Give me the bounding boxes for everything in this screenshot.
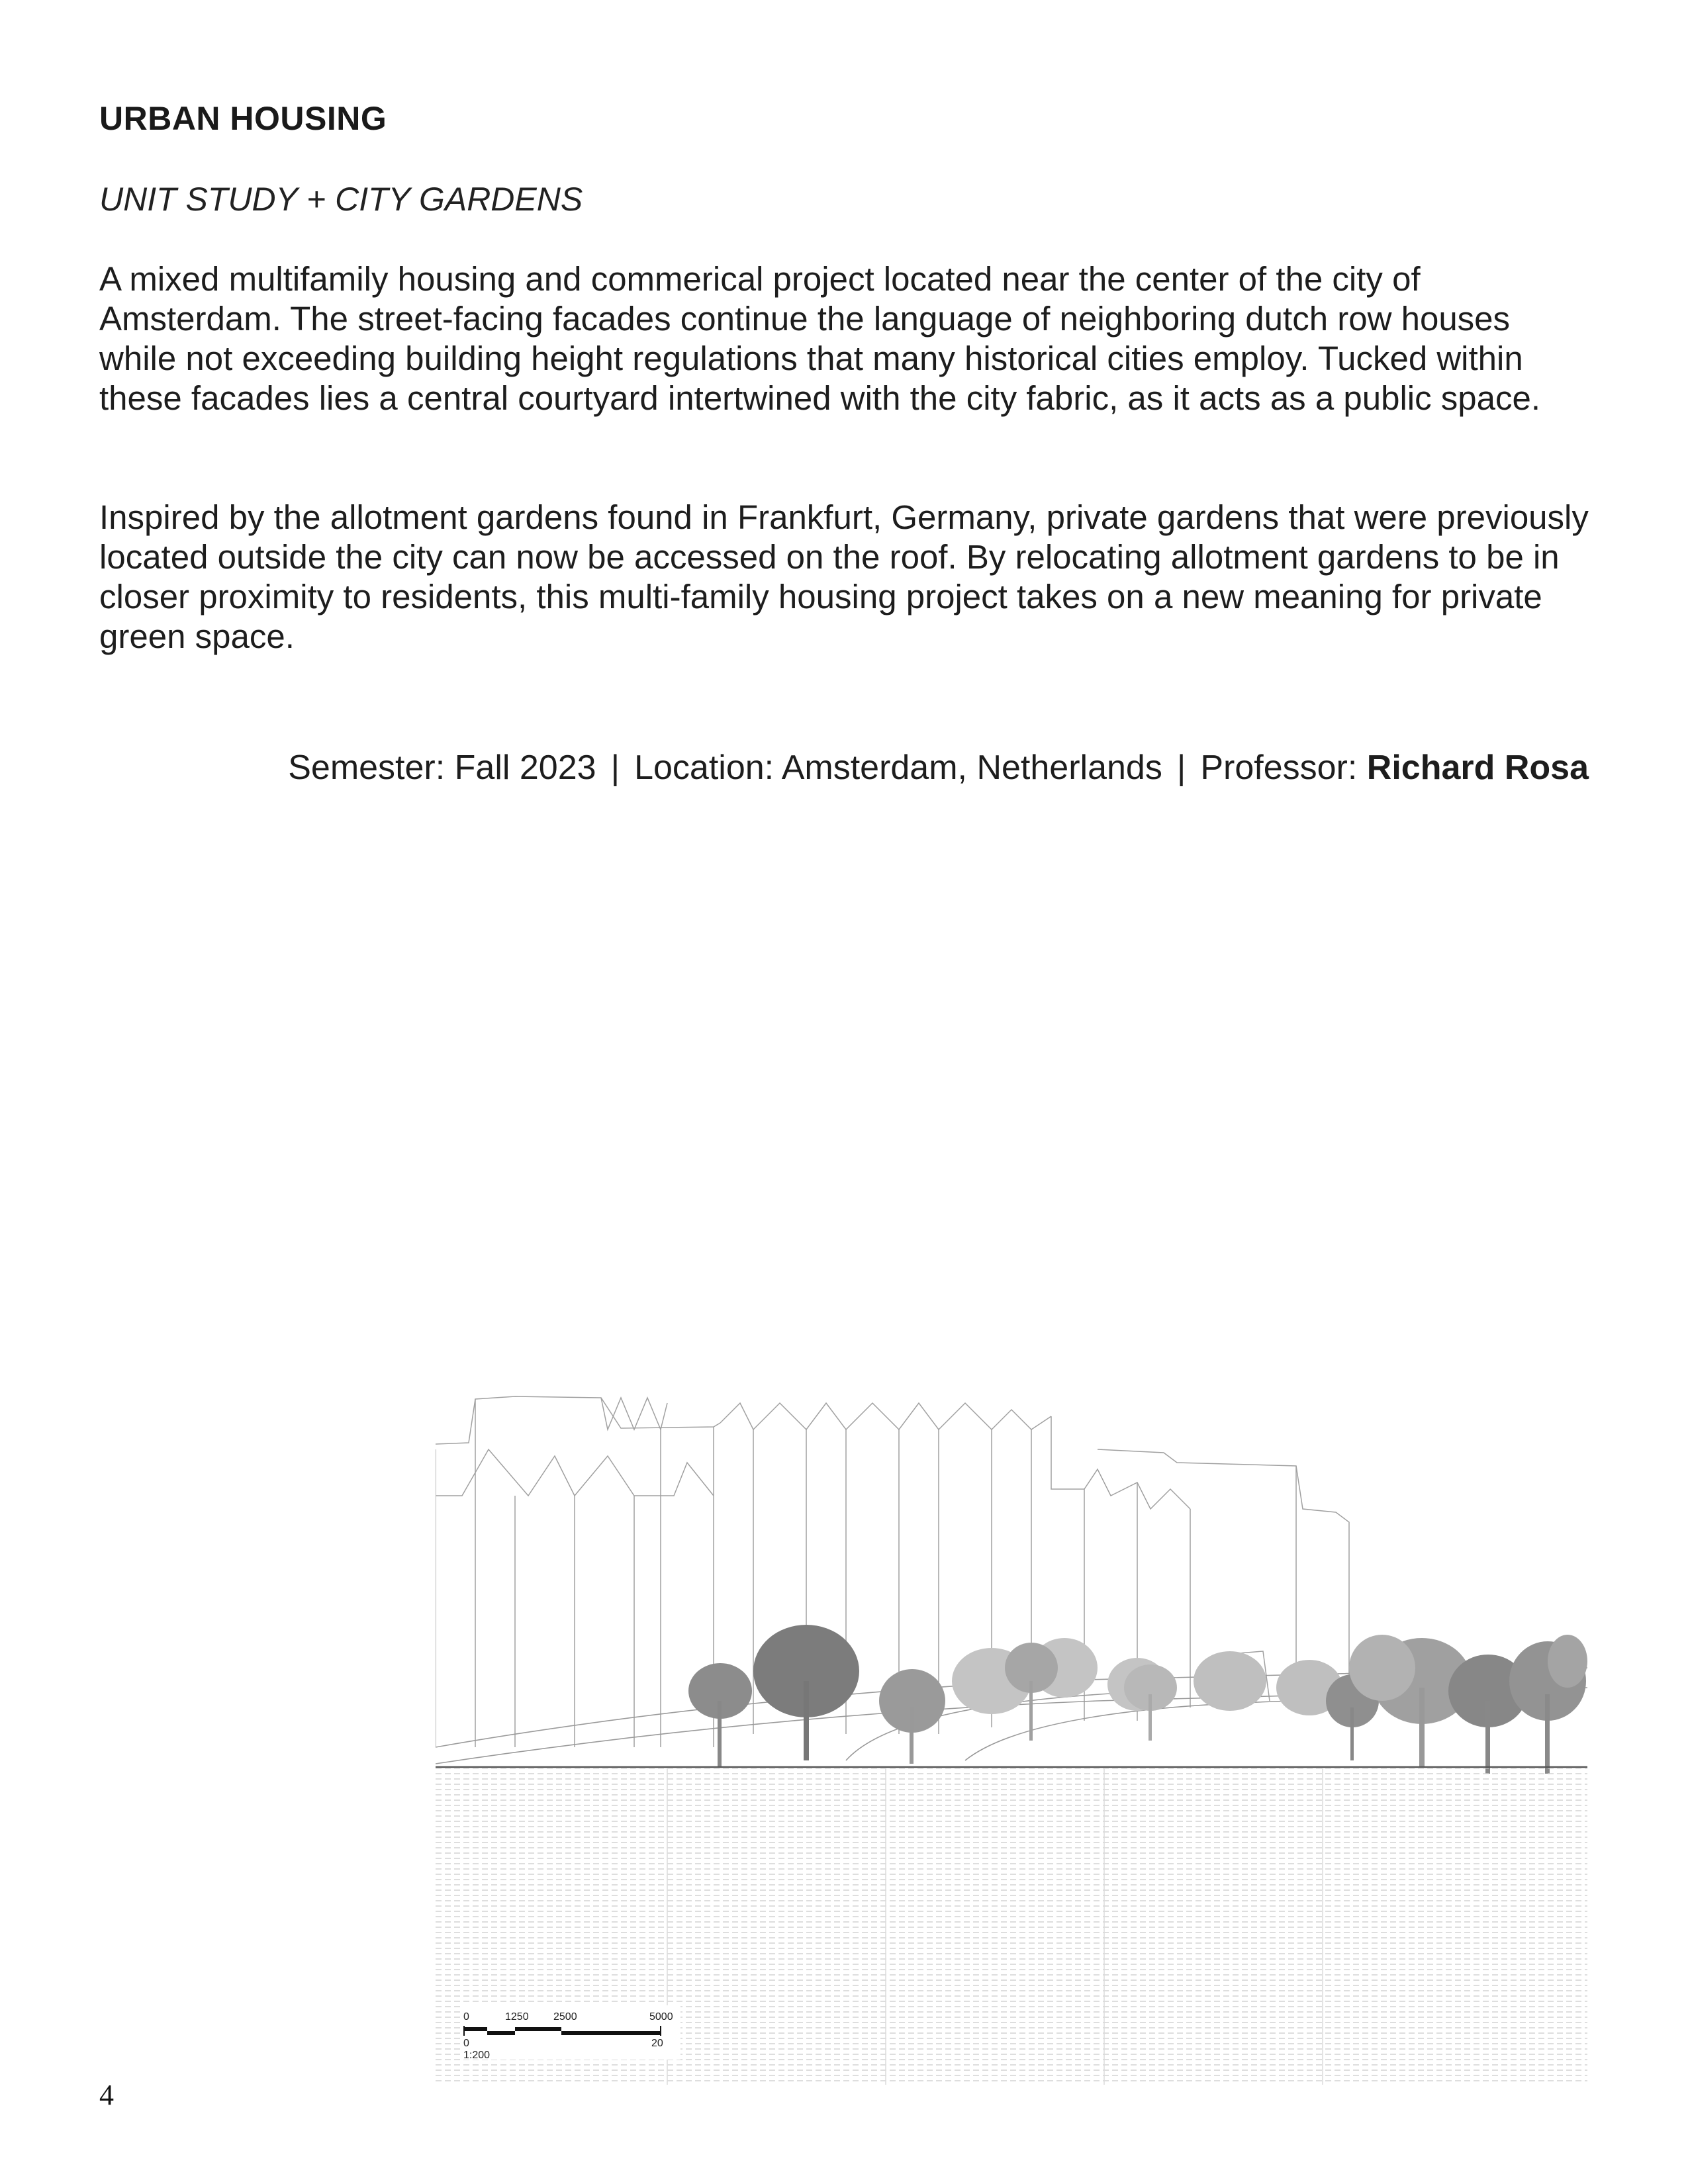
project-subtitle: UNIT STUDY + CITY GARDENS xyxy=(99,181,583,218)
tree xyxy=(1194,1651,1342,1715)
semester-text: Semester: Fall 2023 xyxy=(288,749,596,787)
professor-name: Richard Rosa xyxy=(1366,749,1589,787)
tree xyxy=(1349,1635,1415,1701)
meta-separator: | xyxy=(1176,749,1186,787)
page-number: 4 xyxy=(99,2079,114,2111)
tree xyxy=(879,1669,945,1764)
scale-ratio: 1:200 xyxy=(463,2050,491,2061)
tree xyxy=(753,1625,859,1760)
scale-tick-label: 5000 xyxy=(649,2011,673,2023)
description-paragraph-1: A mixed multifamily housing and commerical project located near the center of the city of Amsterdam. The street-facing facades continue the language of neighboring dutch row houses while not exceeding building height regulations that many historical cities employ. Tucked within these facades lies a central courtyard intertwined with the city fabric, as it acts as a public space. xyxy=(99,260,1541,417)
tree xyxy=(688,1663,752,1767)
scale-meter-end: 20 xyxy=(651,2038,663,2049)
scale-bar xyxy=(462,2005,680,2061)
professor-label: Professor: xyxy=(1200,749,1358,787)
scale-tick-label: 1250 xyxy=(505,2011,529,2023)
page-title: URBAN HOUSING xyxy=(99,100,387,137)
scale-tick-label: 0 xyxy=(463,2011,469,2023)
location-text: Location: Amsterdam, Netherlands xyxy=(634,749,1162,787)
tree-group xyxy=(688,1625,1587,1774)
scale-meter-start: 0 xyxy=(463,2038,469,2049)
project-meta-line xyxy=(288,748,1589,788)
tree xyxy=(1548,1635,1587,1688)
tree xyxy=(1124,1664,1177,1741)
description-paragraph-2: Inspired by the allotment gardens found in Frankfurt, Germany, private gardens that were previously located outside the city can now be accessed on the roof. By relocating allotment gardens to be in closer proximity to residents, this multi-family housing project takes on a new meaning for private green space. xyxy=(99,498,1589,655)
street-elevation-drawing xyxy=(436,1390,1587,2085)
meta-separator: | xyxy=(610,749,620,787)
scale-tick-label: 2500 xyxy=(553,2011,577,2023)
